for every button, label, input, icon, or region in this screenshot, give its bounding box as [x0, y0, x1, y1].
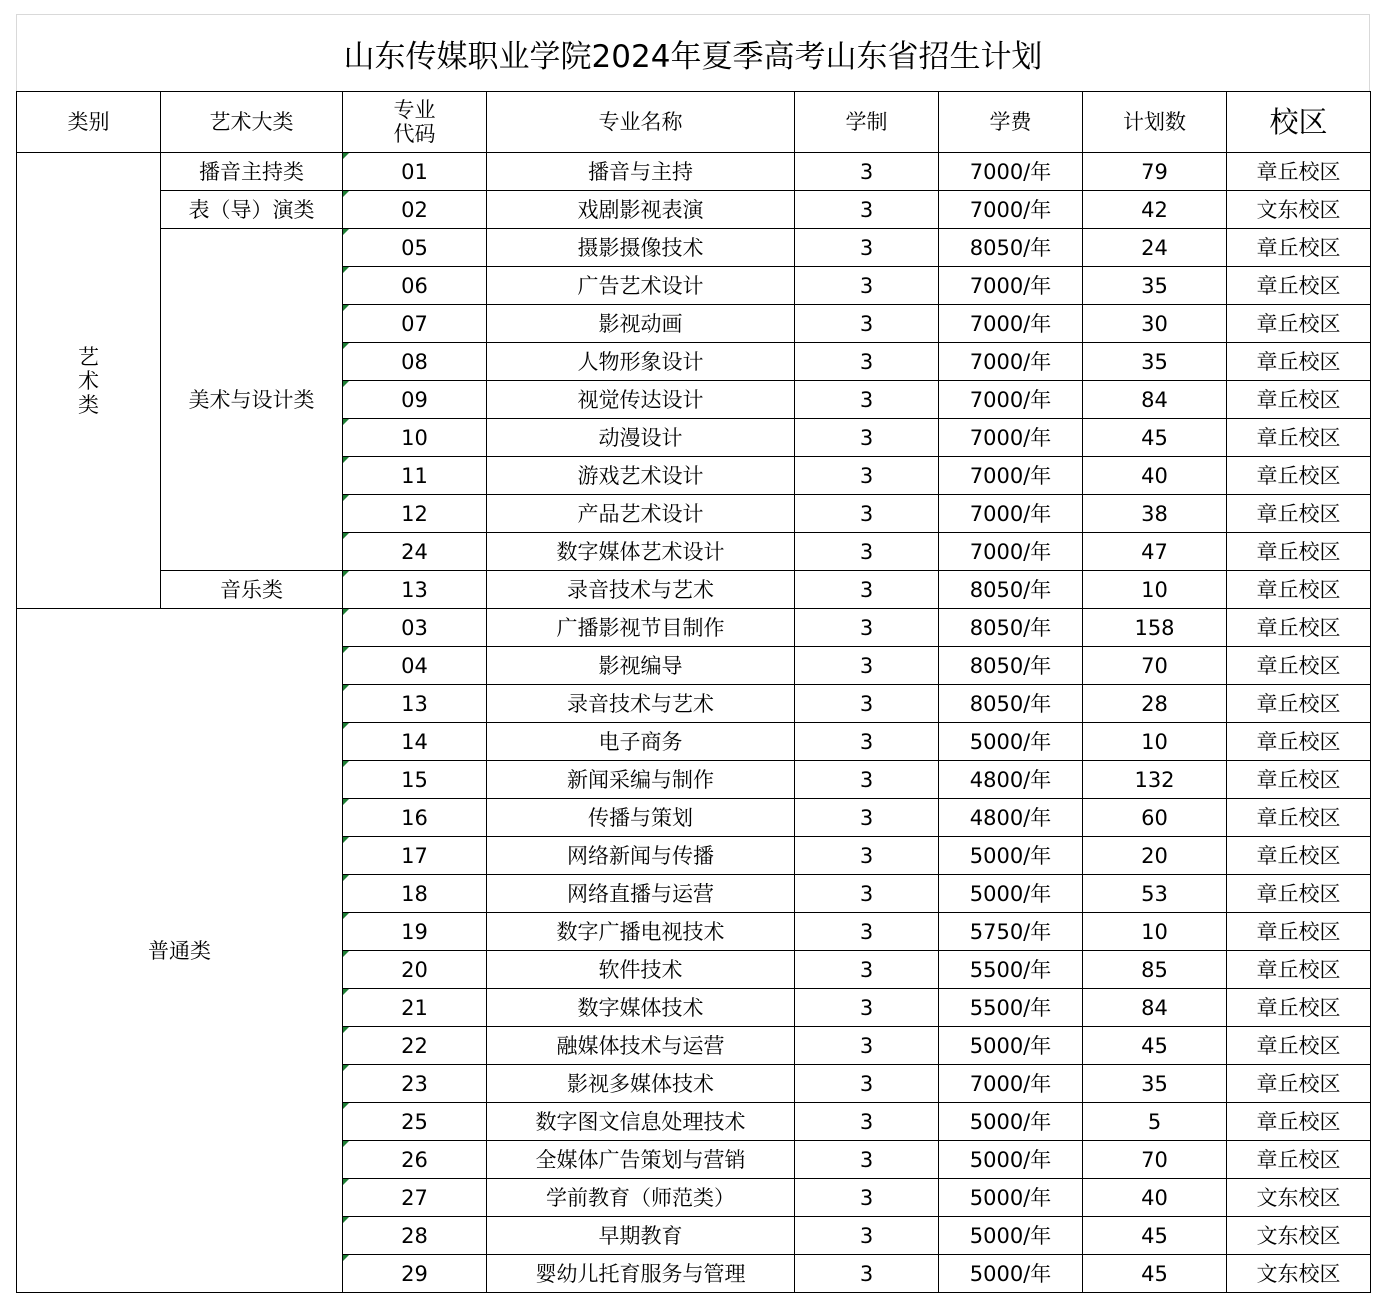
cell-note-marker-icon: [343, 799, 349, 805]
page-title: 山东传媒职业学院2024年夏季高考山东省招生计划: [16, 14, 1370, 91]
cell-major: 数字广播电视技术: [487, 913, 795, 951]
cell-note-marker-icon: [343, 875, 349, 881]
cell-duration: 3: [795, 875, 939, 913]
cell-duration: 3: [795, 913, 939, 951]
cell-tuition: 7000/年: [939, 419, 1083, 457]
cell-duration: 3: [795, 267, 939, 305]
cell-quota: 45: [1083, 1217, 1227, 1255]
cell-major: 网络新闻与传播: [487, 837, 795, 875]
cell-quota: 70: [1083, 1141, 1227, 1179]
table-row: [17, 229, 1371, 267]
cell-duration: 3: [795, 1179, 939, 1217]
cell-note-marker-icon: [343, 913, 349, 919]
cell-quota: 28: [1083, 685, 1227, 723]
cell-duration: 3: [795, 495, 939, 533]
cell-campus: 章丘校区: [1227, 153, 1371, 191]
cell-major: 影视多媒体技术: [487, 1065, 795, 1103]
cell-major: 广播影视节目制作: [487, 609, 795, 647]
cell-quota: 53: [1083, 875, 1227, 913]
cell-note-marker-icon: [343, 837, 349, 843]
cell-note-marker-icon: [343, 723, 349, 729]
cell-major: 传播与策划: [487, 799, 795, 837]
cell-code-text: 09: [401, 387, 428, 412]
cell-campus: 文东校区: [1227, 1217, 1371, 1255]
cell-major: 播音与主持: [487, 153, 795, 191]
category-general: 普通类: [17, 609, 343, 1293]
cell-note-marker-icon: [343, 419, 349, 425]
cell-campus: 章丘校区: [1227, 761, 1371, 799]
cell-note-marker-icon: [343, 1065, 349, 1071]
cell-duration: 3: [795, 1255, 939, 1293]
cell-campus: 文东校区: [1227, 1179, 1371, 1217]
cell-tuition: 7000/年: [939, 1065, 1083, 1103]
cell-duration: 3: [795, 837, 939, 875]
enrollment-plan-sheet: [16, 14, 1370, 1293]
cell-duration: 3: [795, 1027, 939, 1065]
cell-campus: 文东校区: [1227, 191, 1371, 229]
cell-tuition: 5000/年: [939, 1255, 1083, 1293]
cell-duration: 3: [795, 533, 939, 571]
cell-quota: 40: [1083, 1179, 1227, 1217]
cell-code-text: 23: [401, 1071, 428, 1096]
category-art-char: 艺: [78, 344, 99, 369]
cell-campus: 章丘校区: [1227, 457, 1371, 495]
cell-tuition: 5000/年: [939, 837, 1083, 875]
cell-duration: 3: [795, 1141, 939, 1179]
enrollment-plan-table: [16, 91, 1371, 1293]
cell-quota: 85: [1083, 951, 1227, 989]
header-code: [343, 92, 487, 153]
cell-code: [343, 609, 487, 647]
cell-code: [343, 685, 487, 723]
cell-note-marker-icon: [343, 267, 349, 273]
cell-note-marker-icon: [343, 761, 349, 767]
cell-campus: 章丘校区: [1227, 381, 1371, 419]
category-art-char: 类: [78, 392, 99, 417]
cell-major: 产品艺术设计: [487, 495, 795, 533]
cell-tuition: 5500/年: [939, 989, 1083, 1027]
cell-code-text: 18: [401, 881, 428, 906]
cell-quota: 35: [1083, 343, 1227, 381]
cell-code-text: 24: [401, 539, 428, 564]
cell-note-marker-icon: [343, 647, 349, 653]
table-row: [17, 571, 1371, 609]
cell-quota: 35: [1083, 1065, 1227, 1103]
cell-note-marker-icon: [343, 1179, 349, 1185]
cell-tuition: 5000/年: [939, 1141, 1083, 1179]
cell-quota: 70: [1083, 647, 1227, 685]
cell-campus: 章丘校区: [1227, 305, 1371, 343]
cell-campus: 章丘校区: [1227, 1027, 1371, 1065]
cell-quota: 45: [1083, 1027, 1227, 1065]
cell-code: [343, 191, 487, 229]
category-art-char: 术: [78, 368, 99, 393]
cell-code: [343, 799, 487, 837]
cell-major: 人物形象设计: [487, 343, 795, 381]
cell-note-marker-icon: [343, 343, 349, 349]
cell-duration: 3: [795, 989, 939, 1027]
cell-code-text: 29: [401, 1261, 428, 1286]
cell-note-marker-icon: [343, 571, 349, 577]
cell-tuition: 7000/年: [939, 533, 1083, 571]
cell-code-text: 28: [401, 1223, 428, 1248]
cell-duration: 3: [795, 685, 939, 723]
cell-major: 戏剧影视表演: [487, 191, 795, 229]
cell-duration: 3: [795, 951, 939, 989]
cell-tuition: 5000/年: [939, 1027, 1083, 1065]
cell-code: [343, 571, 487, 609]
cell-note-marker-icon: [343, 533, 349, 539]
cell-code: [343, 951, 487, 989]
cell-tuition: 5000/年: [939, 723, 1083, 761]
cell-quota: 60: [1083, 799, 1227, 837]
cell-note-marker-icon: [343, 1255, 349, 1261]
cell-major: 早期教育: [487, 1217, 795, 1255]
cell-duration: 3: [795, 761, 939, 799]
cell-tuition: 5000/年: [939, 875, 1083, 913]
cell-code: [343, 1141, 487, 1179]
cell-code: [343, 647, 487, 685]
cell-quota: 10: [1083, 723, 1227, 761]
cell-code: [343, 343, 487, 381]
cell-major: 视觉传达设计: [487, 381, 795, 419]
cell-campus: 章丘校区: [1227, 495, 1371, 533]
cell-tuition: 7000/年: [939, 267, 1083, 305]
cell-code-text: 27: [401, 1185, 428, 1210]
cell-campus: 章丘校区: [1227, 913, 1371, 951]
cell-major: 动漫设计: [487, 419, 795, 457]
cell-major: 广告艺术设计: [487, 267, 795, 305]
cell-quota: 42: [1083, 191, 1227, 229]
cell-code: [343, 913, 487, 951]
cell-campus: 章丘校区: [1227, 533, 1371, 571]
cell-code: [343, 229, 487, 267]
cell-code-text: 16: [401, 805, 428, 830]
cell-code-text: 08: [401, 349, 428, 374]
cell-code: [343, 723, 487, 761]
cell-code-text: 06: [401, 273, 428, 298]
cell-campus: 章丘校区: [1227, 419, 1371, 457]
cell-code: [343, 1179, 487, 1217]
cell-note-marker-icon: [343, 495, 349, 501]
cell-quota: 84: [1083, 381, 1227, 419]
cell-code: [343, 381, 487, 419]
cell-quota: 30: [1083, 305, 1227, 343]
table-row: [17, 153, 1371, 191]
cell-tuition: 4800/年: [939, 761, 1083, 799]
cell-quota: 35: [1083, 267, 1227, 305]
header-campus: 校区: [1227, 92, 1371, 153]
cell-code: [343, 1103, 487, 1141]
cell-code: [343, 875, 487, 913]
cell-tuition: 7000/年: [939, 305, 1083, 343]
cell-quota: 10: [1083, 571, 1227, 609]
cell-note-marker-icon: [343, 153, 349, 159]
cell-quota: 38: [1083, 495, 1227, 533]
cell-code: [343, 305, 487, 343]
cell-code-text: 05: [401, 235, 428, 260]
cell-code: [343, 837, 487, 875]
cell-major: 影视动画: [487, 305, 795, 343]
cell-tuition: 8050/年: [939, 609, 1083, 647]
cell-tuition: 5000/年: [939, 1217, 1083, 1255]
cell-major: 数字图文信息处理技术: [487, 1103, 795, 1141]
header-code-line2: 代码: [393, 122, 436, 146]
cell-duration: 3: [795, 1217, 939, 1255]
cell-code: [343, 153, 487, 191]
cell-code-text: 14: [401, 729, 428, 754]
cell-major: 学前教育（师范类）: [487, 1179, 795, 1217]
cell-campus: 章丘校区: [1227, 647, 1371, 685]
cell-duration: 3: [795, 457, 939, 495]
art-class-music: 音乐类: [161, 571, 343, 609]
cell-major: 网络直播与运营: [487, 875, 795, 913]
cell-code: [343, 1027, 487, 1065]
art-class-acting: 表（导）演类: [161, 191, 343, 229]
cell-code-text: 21: [401, 995, 428, 1020]
cell-major: 数字媒体技术: [487, 989, 795, 1027]
cell-duration: 3: [795, 799, 939, 837]
cell-note-marker-icon: [343, 381, 349, 387]
cell-campus: 章丘校区: [1227, 685, 1371, 723]
cell-note-marker-icon: [343, 1103, 349, 1109]
cell-tuition: 7000/年: [939, 343, 1083, 381]
cell-duration: 3: [795, 191, 939, 229]
cell-campus: 章丘校区: [1227, 723, 1371, 761]
header-major: 专业名称: [487, 92, 795, 153]
cell-campus: 文东校区: [1227, 1255, 1371, 1293]
cell-quota: 45: [1083, 419, 1227, 457]
cell-campus: 章丘校区: [1227, 1065, 1371, 1103]
cell-quota: 158: [1083, 609, 1227, 647]
cell-major: 游戏艺术设计: [487, 457, 795, 495]
cell-duration: 3: [795, 419, 939, 457]
header-duration: 学制: [795, 92, 939, 153]
cell-campus: 章丘校区: [1227, 799, 1371, 837]
cell-code-text: 19: [401, 919, 428, 944]
cell-campus: 章丘校区: [1227, 343, 1371, 381]
cell-code-text: 20: [401, 957, 428, 982]
cell-note-marker-icon: [343, 609, 349, 615]
cell-code: [343, 419, 487, 457]
cell-tuition: 7000/年: [939, 191, 1083, 229]
cell-note-marker-icon: [343, 1141, 349, 1147]
cell-major: 全媒体广告策划与营销: [487, 1141, 795, 1179]
cell-note-marker-icon: [343, 1027, 349, 1033]
art-class-fine-arts: 美术与设计类: [161, 229, 343, 571]
cell-major: 录音技术与艺术: [487, 685, 795, 723]
cell-tuition: 8050/年: [939, 571, 1083, 609]
cell-tuition: 8050/年: [939, 685, 1083, 723]
cell-campus: 章丘校区: [1227, 875, 1371, 913]
cell-duration: 3: [795, 723, 939, 761]
table-row: [17, 191, 1371, 229]
table-row: [17, 609, 1371, 647]
cell-campus: 章丘校区: [1227, 951, 1371, 989]
cell-quota: 79: [1083, 153, 1227, 191]
cell-code: [343, 457, 487, 495]
cell-duration: 3: [795, 1065, 939, 1103]
cell-tuition: 7000/年: [939, 381, 1083, 419]
cell-code-text: 17: [401, 843, 428, 868]
cell-quota: 84: [1083, 989, 1227, 1027]
cell-tuition: 8050/年: [939, 229, 1083, 267]
cell-tuition: 7000/年: [939, 495, 1083, 533]
cell-tuition: 5000/年: [939, 1103, 1083, 1141]
cell-code: [343, 533, 487, 571]
cell-tuition: 7000/年: [939, 153, 1083, 191]
header-category: 类别: [17, 92, 161, 153]
cell-note-marker-icon: [343, 229, 349, 235]
cell-quota: 132: [1083, 761, 1227, 799]
cell-code-text: 13: [401, 577, 428, 602]
cell-campus: 章丘校区: [1227, 267, 1371, 305]
cell-code: [343, 1255, 487, 1293]
cell-major: 电子商务: [487, 723, 795, 761]
cell-campus: 章丘校区: [1227, 1103, 1371, 1141]
cell-code: [343, 761, 487, 799]
cell-campus: 章丘校区: [1227, 571, 1371, 609]
cell-major: 录音技术与艺术: [487, 571, 795, 609]
cell-major: 影视编导: [487, 647, 795, 685]
cell-major: 摄影摄像技术: [487, 229, 795, 267]
cell-duration: 3: [795, 571, 939, 609]
cell-duration: 3: [795, 305, 939, 343]
cell-campus: 章丘校区: [1227, 837, 1371, 875]
cell-code: [343, 1217, 487, 1255]
cell-tuition: 7000/年: [939, 457, 1083, 495]
cell-code-text: 03: [401, 615, 428, 640]
cell-code-text: 04: [401, 653, 428, 678]
cell-duration: 3: [795, 381, 939, 419]
cell-major: 新闻采编与制作: [487, 761, 795, 799]
cell-code-text: 01: [401, 159, 428, 184]
cell-code-text: 07: [401, 311, 428, 336]
cell-note-marker-icon: [343, 457, 349, 463]
cell-tuition: 5750/年: [939, 913, 1083, 951]
cell-duration: 3: [795, 343, 939, 381]
cell-duration: 3: [795, 647, 939, 685]
cell-quota: 5: [1083, 1103, 1227, 1141]
cell-major: 婴幼儿托育服务与管理: [487, 1255, 795, 1293]
cell-campus: 章丘校区: [1227, 1141, 1371, 1179]
cell-campus: 章丘校区: [1227, 609, 1371, 647]
cell-quota: 45: [1083, 1255, 1227, 1293]
header-art-class: 艺术大类: [161, 92, 343, 153]
cell-quota: 20: [1083, 837, 1227, 875]
header-code-line1: 专业: [393, 98, 436, 122]
cell-note-marker-icon: [343, 1217, 349, 1223]
cell-tuition: 5000/年: [939, 1179, 1083, 1217]
cell-code: [343, 989, 487, 1027]
cell-quota: 10: [1083, 913, 1227, 951]
cell-quota: 40: [1083, 457, 1227, 495]
cell-code: [343, 267, 487, 305]
cell-duration: 3: [795, 609, 939, 647]
cell-campus: 章丘校区: [1227, 229, 1371, 267]
cell-major: 软件技术: [487, 951, 795, 989]
cell-code: [343, 495, 487, 533]
cell-major: 融媒体技术与运营: [487, 1027, 795, 1065]
cell-code-text: 26: [401, 1147, 428, 1172]
header-tuition: 学费: [939, 92, 1083, 153]
cell-code-text: 11: [401, 463, 428, 488]
header-row: [17, 92, 1371, 153]
cell-note-marker-icon: [343, 685, 349, 691]
cell-campus: 章丘校区: [1227, 989, 1371, 1027]
category-art: [17, 153, 161, 609]
cell-quota: 47: [1083, 533, 1227, 571]
cell-code-text: 13: [401, 691, 428, 716]
cell-note-marker-icon: [343, 951, 349, 957]
cell-duration: 3: [795, 229, 939, 267]
cell-major: 数字媒体艺术设计: [487, 533, 795, 571]
cell-tuition: 4800/年: [939, 799, 1083, 837]
cell-note-marker-icon: [343, 305, 349, 311]
cell-code-text: 25: [401, 1109, 428, 1134]
art-class-broadcast: 播音主持类: [161, 153, 343, 191]
header-quota: 计划数: [1083, 92, 1227, 153]
cell-quota: 24: [1083, 229, 1227, 267]
cell-code-text: 15: [401, 767, 428, 792]
cell-code-text: 02: [401, 197, 428, 222]
cell-code: [343, 1065, 487, 1103]
cell-code-text: 22: [401, 1033, 428, 1058]
cell-note-marker-icon: [343, 989, 349, 995]
cell-code-text: 12: [401, 501, 428, 526]
cell-note-marker-icon: [343, 191, 349, 197]
cell-code-text: 10: [401, 425, 428, 450]
cell-duration: 3: [795, 1103, 939, 1141]
cell-duration: 3: [795, 153, 939, 191]
cell-tuition: 8050/年: [939, 647, 1083, 685]
cell-tuition: 5500/年: [939, 951, 1083, 989]
